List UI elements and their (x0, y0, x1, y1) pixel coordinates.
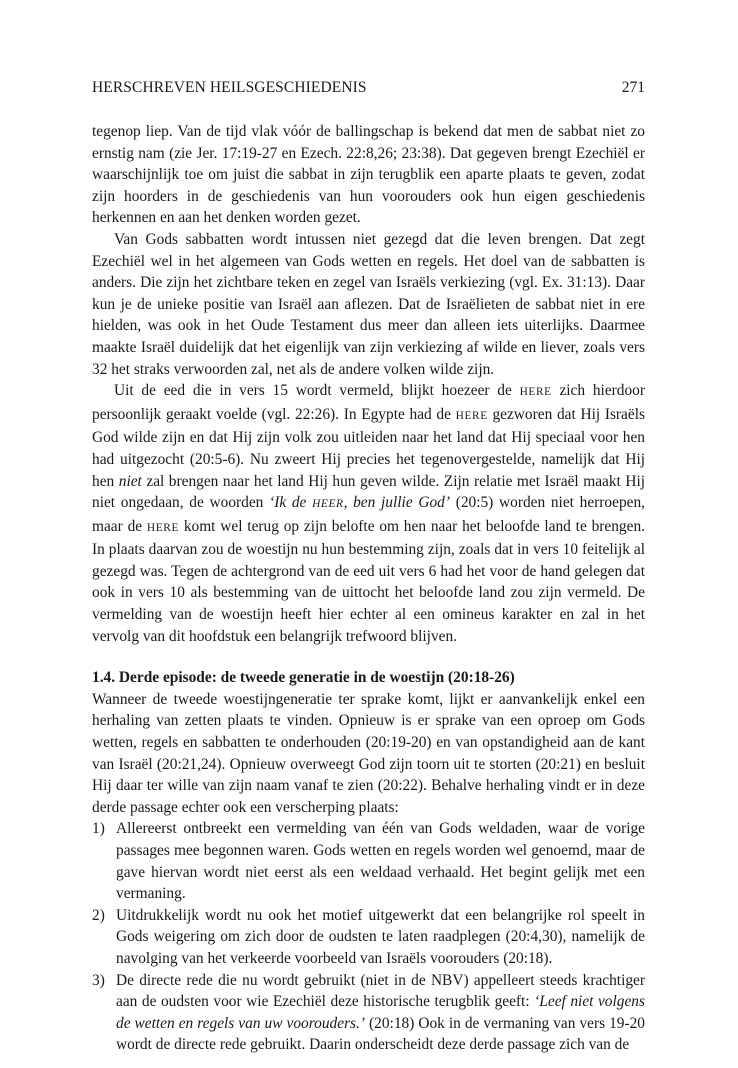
list-item (92, 818, 645, 904)
paragraph-2: Van Gods sabbatten wordt intussen niet gezegd dat die leven brengen. Dat zegt Ezechiël wel in het algemeen van Gods wetten en regels. Het doel van de sabbatten is anders. Die zijn het zichtbare teken en zegel van Israëls verkiezing (vgl. Ex. 31:13). Daar kun je de unieke positie van Israël aan aflezen. Dat de Israëlieten de sabbat niet in ere hielden, was ook in het Oude Testament dus meer dan alleen iets uiterlijks. Daarmee maakte Israël duidelijk dat het eigenlijk van zijn verkiezing af wilde en liever, zoals vers 32 het straks verwoorden zal, net als de andere volken wilde zijn. (92, 230, 645, 378)
emphasis-niet: niet (118, 472, 142, 490)
list-item (92, 970, 645, 1056)
paragraph-3 (92, 380, 645, 647)
scripture-quote: ‘Leef niet volgens de wetten en regels van uw voorouders.’ (116, 993, 645, 1032)
text-run: Uit de eed die in vers 15 wordt vermeld, blijkt hoezeer de (114, 382, 520, 400)
scripture-quote (269, 494, 450, 511)
divine-name-here: HERE (455, 409, 488, 422)
list-item (92, 905, 645, 970)
running-title: HERSCHREVEN HEILSGESCHIEDENIS (92, 79, 367, 96)
divine-name-here: HERE (519, 386, 552, 399)
divine-name-heer: HEER (312, 498, 344, 511)
list-text: Uitdrukkelijk wordt nu ook het motief uitgewerkt dat een belangrijke rol speelt in Gods weigering om zich door de oudsten te laten raadplegen (20:4,30), namelijk de navolging van het verkeerde voorbeeld van Israëls voorouders (20:18). (116, 906, 645, 967)
list-text (116, 972, 645, 1054)
text-run: zal brengen naar het land Hij hun geven wilde. Zijn relatie met Israël maakt Hij niet ongedaan, de woorden (92, 472, 646, 512)
text-run: (20:18) Ook in de vermaning van vers 19-20 wordt de directe rede gebruikt. Daarin onderscheidt deze derde passage zich van de (116, 1014, 646, 1054)
list-number: 3) (92, 971, 105, 989)
quote-part: ‘Ik de (269, 494, 313, 512)
list-text: Allereerst ontbreekt een vermelding van één van Gods weldaden, waar de vorige passages mee begonnen waren. Gods wetten en regels worden wel genoemd, maar de gave hiervan wordt niet eerst als een weldaad verhaald. Het begint gelijk met een vermaning. (116, 820, 645, 903)
text-run: (20:5) worden niet herroepen, maar de (92, 494, 646, 535)
numbered-list (92, 818, 645, 1056)
text-run: De directe rede die nu wordt gebruikt (niet in de NBV) appelleert steeds krachtiger aan de oudsten voor wie Ezechiël deze historische terugblik geeft: (116, 971, 645, 1011)
paragraph-4: Wanneer de tweede woestijngeneratie ter sprake komt, lijkt er aanvankelijk enkel een herhaling van zetten plaats te vinden. Opnieuw is er sprake van een oproep om Gods wetten, regels en sabbatten te onderhouden (20:19-20) en van opstandigheid aan de kant van Israël (20:21,24). Opnieuw overweegt God zijn toorn uit te storten (20:21) en besluit Hij daar ter wille van zijn naam vanaf te zien (20:22). Behalve herhaling vindt er in deze derde passage echter ook een verscherping plaats: (92, 690, 645, 816)
list-number: 2) (92, 906, 105, 924)
quote-part: , ben jullie God’ (343, 494, 450, 512)
list-number: 1) (92, 820, 105, 838)
text-run: gezworen dat Hij Israëls God wilde zijn en dat Hij zijn volk zou uitleiden naar het land dat Hij speciaal voor hen had uitgezocht (20:5-6). Nu zweert Hij precies het tegenovergestelde, namelijk dat Hij hen (92, 405, 645, 490)
page-number: 271 (621, 79, 645, 96)
paragraph-1: tegenop liep. Van de tijd vlak vóór de ballingschap is bekend dat men de sabbat niet zo ernstig nam (zie Jer. 17:19-27 en Ezech. 22:8,26; 23:38). Dat gegeven brengt Ezechiël er waarschijnlijk toe om juist die sabbat in zijn terugblik een aparte plaats te geven, zodat zijn hoorders in de geschiedenis van hun voorouders ook hun eigen geschiedenis herkennen en aan het denken worden gezet. (92, 123, 645, 227)
body-text (92, 121, 645, 1056)
text-run: komt wel terug op zijn belofte om hen naar het beloofde land te brengen. In plaats daarvan zou de woestijn nu hun bestemming zijn, zoals dat in vers 10 feitelijk al gezegd was. Tegen de achtergrond van de eed uit vers 6 had het voor de hand gelegen dat ook in vers 10 als bestemming van de uittocht het beloofde land zou zijn vermeld. De vermelding van de woestijn heeft hier echter al een omineus karakter en zal in het vervolg van dit hoofdstuk een belangrijk trefwoord blijven. (92, 517, 646, 645)
text-run: zich hierdoor persoonlijk geraakt voelde (vgl. 22:26). In Egypte had de (92, 382, 645, 423)
section-heading: 1.4. Derde episode: de tweede generatie in de woestijn (20:18-26) (92, 669, 515, 687)
divine-name-here: HERE (146, 521, 180, 534)
